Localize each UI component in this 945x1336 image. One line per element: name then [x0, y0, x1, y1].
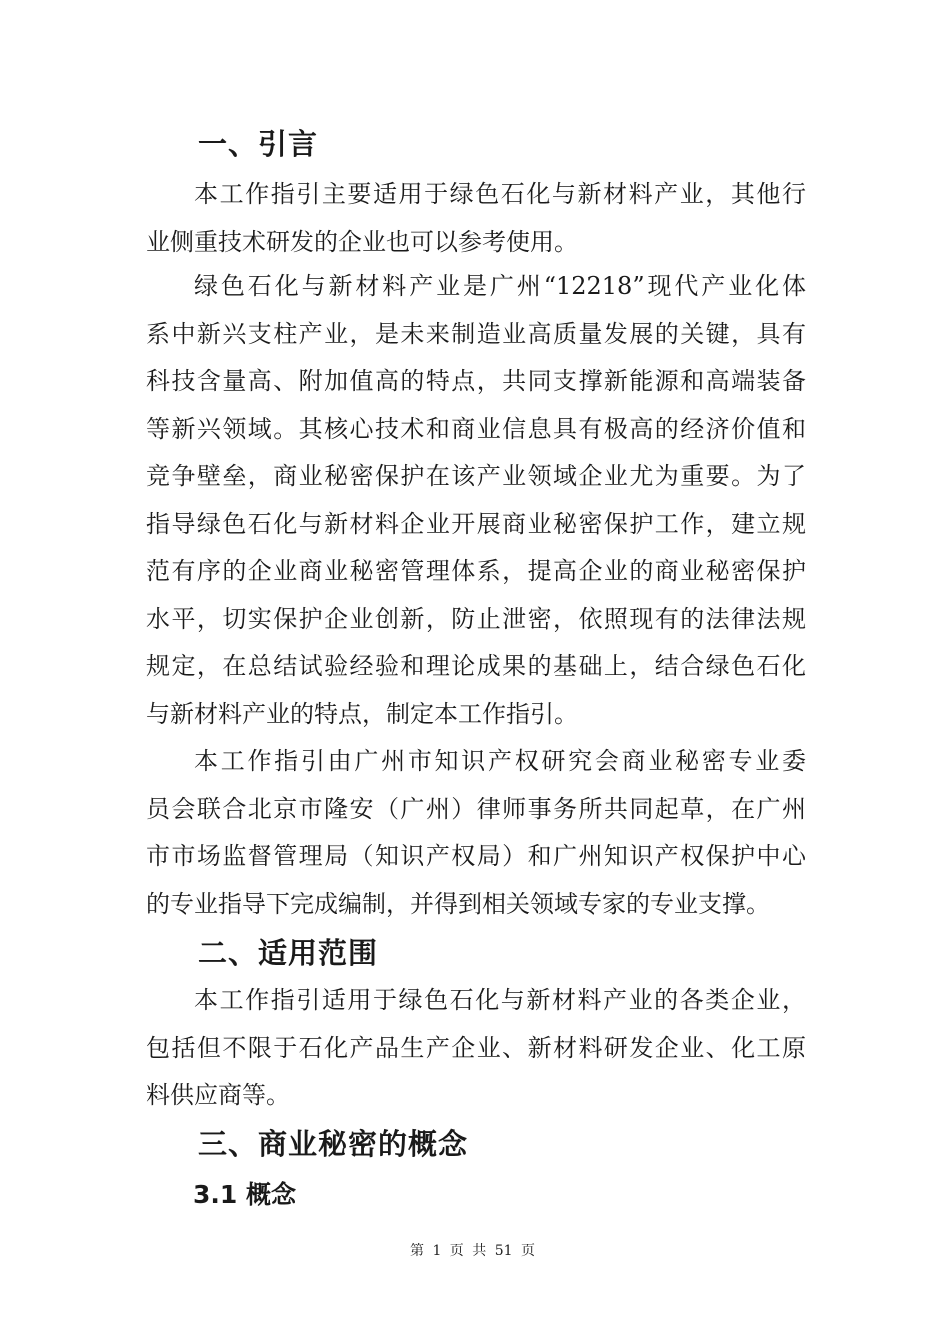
text-line: 等新兴领域。其核心技术和商业信息具有极高的经济价值和 — [146, 414, 806, 443]
text-line: 竞争壁垒，商业秘密保护在该产业领域企业尤为重要。为了 — [146, 462, 806, 490]
text-line: 本工作指引适用于绿色石化与新材料产业的各类企业， — [194, 986, 806, 1014]
text-line: 员会联合北京市隆安（广州）律师事务所共同起草，在广州 — [146, 794, 806, 823]
section-heading-introduction: 一、引言 — [198, 127, 319, 161]
page-number-footer: 第 1 页 共 51 页 — [410, 1243, 535, 1259]
text-line: 料供应商等。 — [146, 1081, 290, 1109]
text-line: 的专业指导下完成编制，并得到相关领域专家的专业支撑。 — [146, 889, 770, 918]
text-line: 规定，在总结试验经验和理论成果的基础上，结合绿色石化 — [146, 652, 806, 680]
subsection-heading-concept: 3.1 概念 — [193, 1180, 296, 1209]
text-line: 水平，切实保护企业创新，防止泄密，依照现有的法律法规 — [146, 604, 806, 633]
paragraph-intro-2 — [146, 263, 806, 738]
text-line: 范有序的企业商业秘密管理体系，提高企业的商业秘密保护 — [146, 557, 806, 585]
text-line: 本工作指引由广州市知识产权研究会商业秘密专业委 — [194, 747, 806, 775]
text-line: 本工作指引主要适用于绿色石化与新材料产业，其他行 — [194, 180, 806, 208]
text-line: 业侧重技术研发的企业也可以参考使用。 — [146, 227, 578, 256]
text-line: 绿色石化与新材料产业是广州“12218”现代产业化体 — [194, 272, 806, 300]
text-line: 包括但不限于石化产品生产企业、新材料研发企业、化工原 — [146, 1033, 806, 1062]
text-line: 市市场监督管理局（知识产权局）和广州知识产权保护中心 — [146, 842, 806, 870]
paragraph-scope-1 — [146, 977, 806, 1120]
paragraph-intro-3 — [146, 738, 806, 928]
section-heading-scope: 二、适用范围 — [198, 936, 379, 970]
section-heading-trade-secret-concept: 三、商业秘密的概念 — [198, 1127, 469, 1161]
text-line: 科技含量高、附加值高的特点，共同支撑新能源和高端装备 — [146, 367, 806, 395]
text-line: 指导绿色石化与新材料企业开展商业秘密保护工作，建立规 — [146, 509, 806, 538]
text-line: 系中新兴支柱产业，是未来制造业高质量发展的关键，具有 — [146, 319, 806, 348]
text-line: 与新材料产业的特点，制定本工作指引。 — [146, 699, 578, 728]
paragraph-intro-1 — [146, 171, 806, 266]
